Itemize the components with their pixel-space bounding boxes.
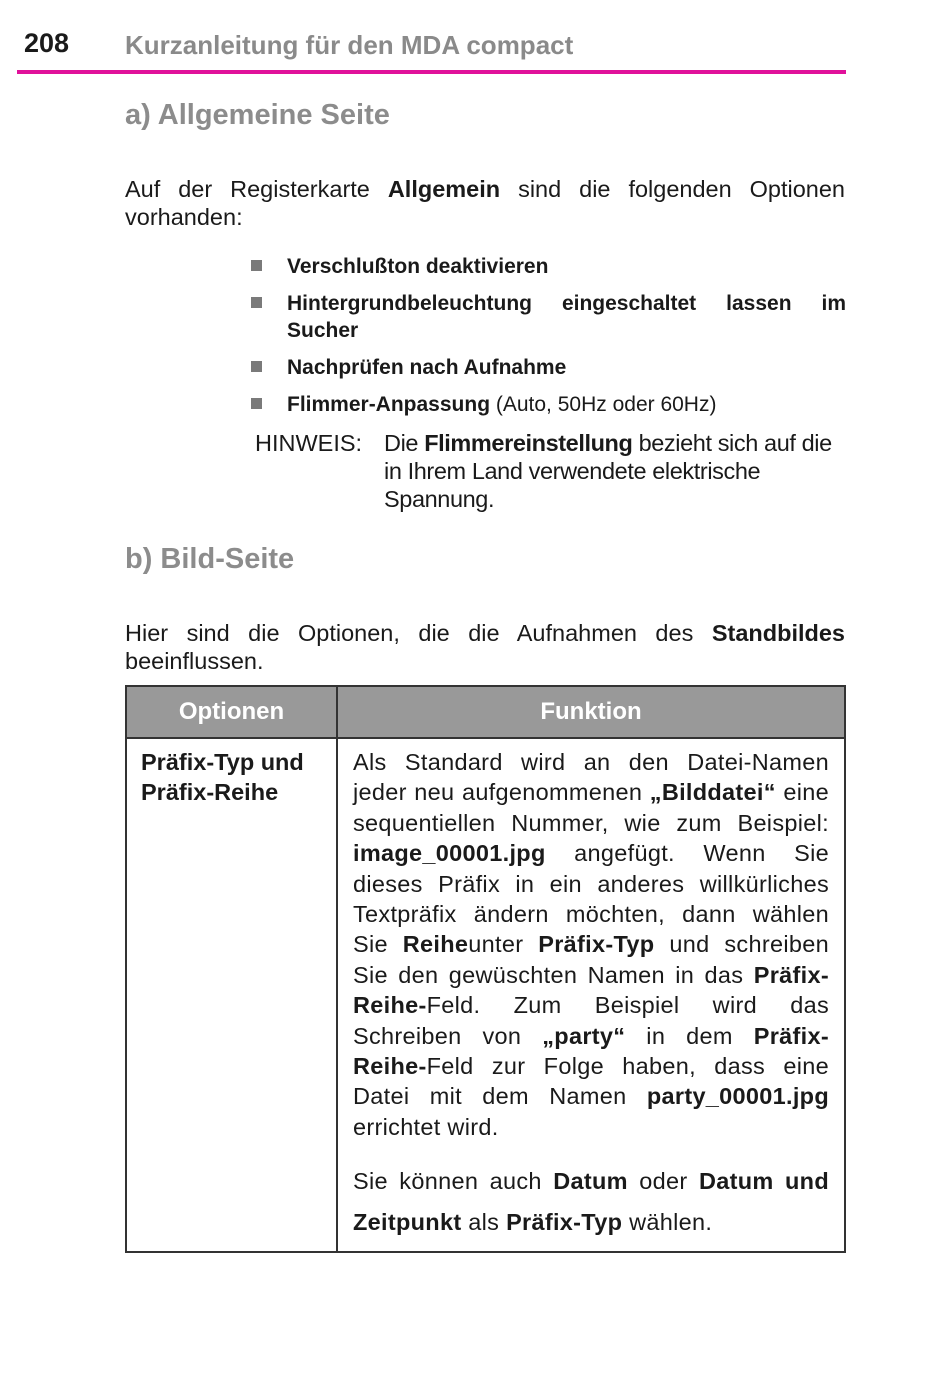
table-header-row — [126, 686, 845, 738]
function-paragraph: Als Standard wird an den Datei-Namen jeder neu aufgenommenen „Bilddatei“ eine sequentiellen Nummer, wie zum Beispiel: image_00001.jpg angefügt. Wenn Sie dieses Präfix in ein anderes willkürliches Textpräfix ändern möchten, dann wählen Sie Reiheunter Präfix-Typ und schreiben Sie den gewüschten Namen in das Präfix-Reihe-Feld. Zum Beispiel wird das Schreiben von „party“ in dem Präfix-Reihe-Feld zur Folge haben, dass eine Datei mit dem Namen party_00001.jpg errichtet wird. — [353, 749, 829, 1140]
function-cell — [337, 738, 845, 1252]
intro-paragraph-a: Auf der Registerkarte Allgemein sind die folgenden Optionen vorhanden: — [125, 176, 846, 230]
square-bullet-icon — [251, 361, 262, 372]
header-rule — [17, 70, 846, 74]
table-row — [126, 738, 845, 1252]
square-bullet-icon — [251, 297, 262, 308]
option-list — [250, 253, 846, 428]
list-item: Nachprüfen nach Aufnahme — [250, 354, 846, 381]
square-bullet-icon — [251, 260, 262, 271]
options-table — [125, 685, 846, 1253]
column-header-options: Optionen — [126, 686, 337, 738]
option-name-cell: Präfix-Typ und Präfix-Reihe — [126, 738, 337, 1252]
list-item: Flimmer-Anpassung (Auto, 50Hz oder 60Hz) — [250, 391, 846, 418]
list-item: Verschlußton deaktivieren — [250, 253, 846, 280]
section-heading-a: a) Allgemeine Seite — [125, 99, 390, 131]
note-label: HINWEIS: — [255, 430, 363, 456]
page-number: 208 — [24, 28, 70, 58]
square-bullet-icon — [251, 398, 262, 409]
running-title: Kurzanleitung für den MDA compact — [125, 30, 574, 60]
intro-paragraph-b: Hier sind die Optionen, die die Aufnahmen des Standbildes beeinflussen. — [125, 620, 845, 674]
column-header-function: Funktion — [337, 686, 845, 738]
function-paragraph-2: Sie können auch Datum oder Datum und Zeitpunkt als Präfix-Typ wählen. — [353, 1168, 829, 1236]
list-item: Hintergrundbeleuchtung eingeschaltet lassen im Sucher — [250, 290, 846, 344]
section-heading-b: b) Bild-Seite — [125, 543, 295, 575]
note-text: Die Flimmereinstellung bezieht sich auf die in Ihrem Land verwendete elektrische Spannung. — [384, 430, 832, 512]
